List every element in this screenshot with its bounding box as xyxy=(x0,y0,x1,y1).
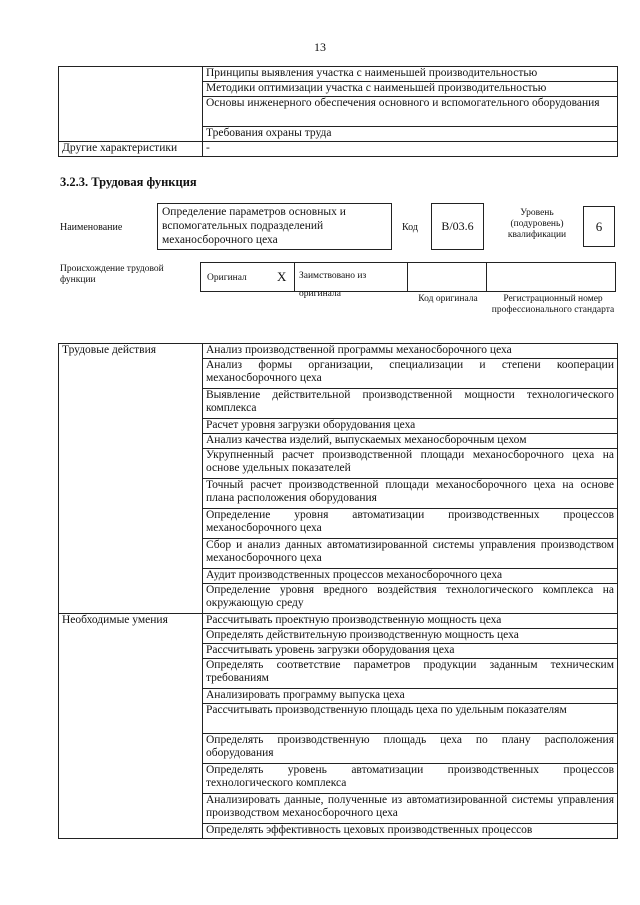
other-characteristics-label: Другие характеристики xyxy=(59,142,203,157)
original-cell xyxy=(200,262,295,292)
knowledge-item: Методики оптимизации участка с наименьшей производительностью xyxy=(203,82,618,97)
reg-number-cell xyxy=(486,262,616,292)
qualification-level-box: 6 xyxy=(583,206,615,247)
qualification-level-label: Уровень (подуровень) квалификации xyxy=(507,208,567,240)
labor-action-item: Точный расчет производственной площади механосборочного цеха на основе плана расположения оборудования xyxy=(203,479,618,509)
other-characteristics-value: - xyxy=(203,142,618,157)
original-label: Оригинал xyxy=(207,273,247,283)
labor-action-item: Укрупненный расчет производственной площади механосборочного цеха на основе удельных показателей xyxy=(203,449,618,479)
original-code-caption: Код оригинала xyxy=(418,294,478,304)
skill-item: Определять производственную площадь цеха по плану расположения оборудования xyxy=(203,734,618,764)
skill-item: Рассчитывать уровень загрузки оборудования цеха xyxy=(203,644,618,659)
function-name-box: Определение параметров основных и вспомогательных подразделений механосборочного цеха xyxy=(157,203,392,250)
code-box: В/03.6 xyxy=(431,203,484,250)
original-code-cell xyxy=(407,262,487,292)
reg-number-caption: Регистрационный номер профессионального стандарта xyxy=(491,294,615,315)
knowledge-table xyxy=(58,66,618,157)
code-label: Код xyxy=(402,222,418,233)
labor-action-item: Определение уровня автоматизации производственных процессов механосборочного цеха xyxy=(203,509,618,539)
empty-label-cell xyxy=(59,67,203,142)
skill-item: Определять уровень автоматизации производственных процессов технологического комплекса xyxy=(203,764,618,794)
labor-action-item: Анализ качества изделий, выпускаемых механосборочным цехом xyxy=(203,434,618,449)
skill-item: Анализировать данные, полученные из автоматизированной системы управления производством механосборочного цеха xyxy=(203,794,618,824)
labor-action-item: Аудит производственных процессов механосборочного цеха xyxy=(203,569,618,584)
labor-action-item: Сбор и анализ данных автоматизированной системы управления производством механосборочного цеха xyxy=(203,539,618,569)
knowledge-item: Принципы выявления участка с наименьшей производительностью xyxy=(203,67,618,82)
labor-action-item: Выявление действительной производственной мощности технологического комплекса xyxy=(203,389,618,419)
skill-item: Анализировать программу выпуска цеха xyxy=(203,689,618,704)
skill-item: Определять действительную производственную мощность цеха xyxy=(203,629,618,644)
borrowed-cell xyxy=(294,262,408,299)
section-heading: 3.2.3. Трудовая функция xyxy=(60,175,197,189)
skills-label: Необходимые умения xyxy=(59,614,203,839)
borrowed-label: Заимствовано из оригинала xyxy=(299,271,367,299)
knowledge-item: Основы инженерного обеспечения основного и вспомогательного оборудования xyxy=(203,97,618,127)
origin-label: Происхождение трудовой функции xyxy=(60,264,164,285)
skill-item: Определять эффективность цеховых производственных процессов xyxy=(203,824,618,839)
skill-item: Рассчитывать производственную площадь цеха по удельным показателям xyxy=(203,704,618,734)
labor-function-table xyxy=(58,343,618,839)
original-mark: X xyxy=(277,269,287,284)
knowledge-item: Требования охраны труда xyxy=(203,127,618,142)
page-number: 13 xyxy=(314,40,326,54)
skill-item: Рассчитывать проектную производственную мощность цеха xyxy=(203,614,618,629)
labor-action-item: Анализ производственной программы механосборочного цеха xyxy=(203,344,618,359)
name-label: Наименование xyxy=(60,222,123,233)
skill-item: Определять соответствие параметров продукции заданным техническим требованиям xyxy=(203,659,618,689)
labor-actions-label: Трудовые действия xyxy=(59,344,203,614)
labor-action-item: Определение уровня вредного воздействия технологического комплекса на окружающую среду xyxy=(203,584,618,614)
labor-action-item: Анализ формы организации, специализации и степени кооперации механосборочного цеха xyxy=(203,359,618,389)
labor-action-item: Расчет уровня загрузки оборудования цеха xyxy=(203,419,618,434)
